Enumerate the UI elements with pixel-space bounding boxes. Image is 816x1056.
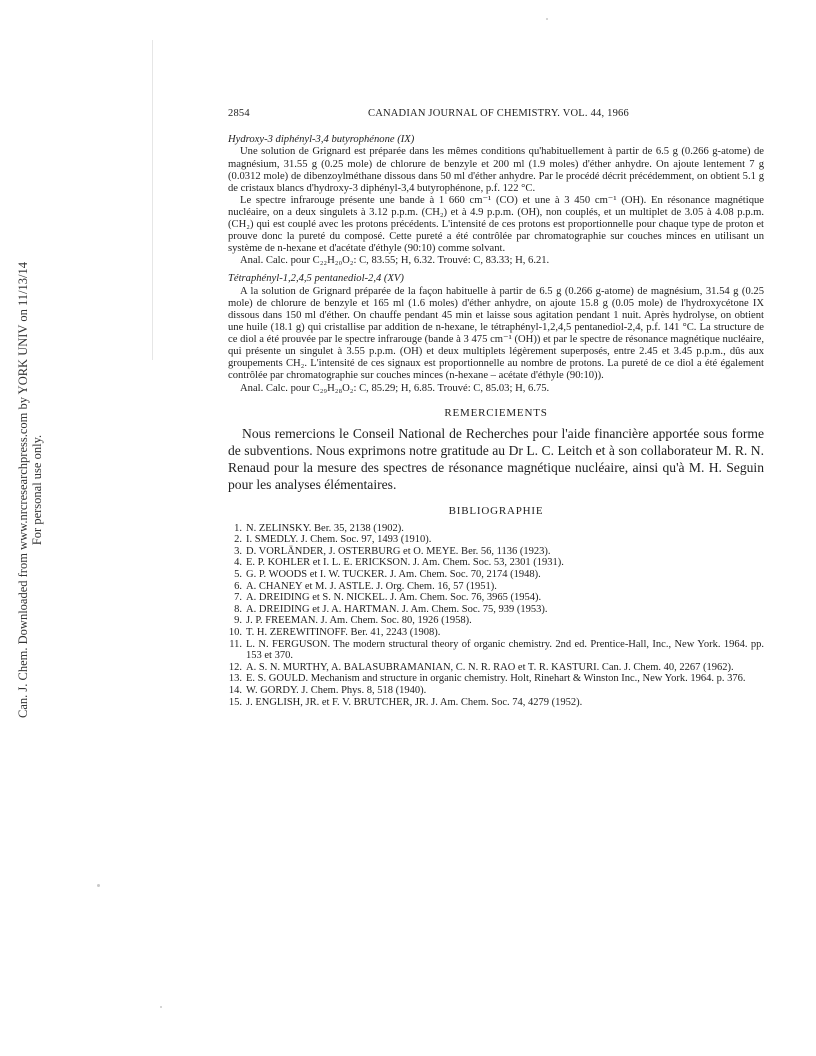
reference-text: A. CHANEY et M. J. ASTLE. J. Org. Chem. 16, 57 (1951). [246,580,497,592]
reference-item [228,685,764,697]
reference-text: A. S. N. MURTHY, A. BALASUBRAMANIAN, C. N. R. RAO et T. R. KASTURI. Can. J. Chem. 40, 2267 (1962). [246,661,734,673]
reference-list [228,523,764,709]
reference-number: 15. [228,696,242,708]
download-notice-line2: For personal use only. [30,434,44,546]
reference-item [228,662,764,674]
paragraph: A la solution de Grignard préparée de la façon habituelle à partir de 6.5 g (0.266 g-atome) de magnésium, 31.54 g (0.25 mole) de chlorure de benzyle et 165 ml (1.6 moles) d'éther anhydre, on ajoute 15.8 g (0.05 mole) de l'hydroxycétone IX dissous dans 150 ml d'éther. On chauffe pendant 45 min et laisse sous agitation pendant 1 nuit. Après hydrolyse, on obtient une huile (18.1 g) qui cristallise par addition de n-hexane, le tétraphényl-1,2,4,5 pentanediol-2,4, p.f. 141 °C. La structure de ce diol a été prouvée par le spectre infrarouge (bande à 3 475 cm⁻¹ (OH)) et par le spectre de résonance magnétique nucléaire, qui présente un singulet à 3.55 p.p.m. (OH) et deux multiplets légèrement superposés, entre 2.45 et 3.45 p.p.m., dûs aux groupements CH₂. L'intensité de ces signaux est proportionnelle au nombre de protons. La pureté de ce diol a été également contrôlée par chromatographie sur couches minces (n-hexane – acétate d'éthyle (90:10)). [228,285,764,382]
reference-number: 6. [234,580,242,592]
reference-number: 12. [228,661,242,673]
reference-number: 8. [234,603,242,615]
reference-text: N. ZELINSKY. Ber. 35, 2138 (1902). [246,522,404,534]
journal-title: CANADIAN JOURNAL OF CHEMISTRY. VOL. 44, 1966 [368,108,629,119]
reference-number: 11. [229,638,242,650]
reference-number: 7. [234,592,242,604]
analysis-line: Anal. Calc. pour C₂₉H₂₈O₂: C, 85.29; H, 6.85. Trouvé: C, 85.03; H, 6.75. [240,382,550,394]
reference-text: L. N. FERGUSON. The modern structural theory of organic chemistry. 2nd ed. Prentice-Hall, Inc., New York. 1964. pp. 153 et 370. [246,638,764,662]
bibliography-heading: BIBLIOGRAPHIE [448,504,544,517]
reference-number: 5. [234,568,242,580]
paragraph: Une solution de Grignard est préparée dans les mêmes conditions qu'habituellement à partir de 6.5 g (0.266 g-atome) de magnésium, 31.55 g (0.25 mole) de chlorure de benzyle et 200 ml (1.9 moles) d'éther anhydre. On ajoute lentement 7 g (0.0312 mole) de dibenzoylméthane dissous dans 50 ml d'éther anhydre. Par le procédé décrit précédemment, on obtient 5.1 g de cristaux blancs d'hydroxy-3 diphényl-3,4 butyrophénone, p.f. 122 °C. [228,146,764,194]
scan-margin-rule [152,40,153,360]
running-head [228,108,764,122]
section-title-tetraphenyl: Tétraphényl-1,2,4,5 pentanediol-2,4 (XV) [228,273,404,285]
reference-number: 3. [234,545,242,557]
reference-text: J. P. FREEMAN. J. Am. Chem. Soc. 80, 1926 (1958). [246,615,472,627]
reference-number: 10. [228,626,242,638]
reference-number: 13. [228,673,242,685]
download-notice-sidebar [0,0,60,1056]
reference-item [228,639,764,662]
reference-item [228,546,764,558]
reference-item [228,592,764,604]
scan-speck [97,884,100,887]
reference-number: 9. [234,615,242,627]
reference-item [228,581,764,593]
reference-item [228,615,764,627]
reference-item [228,604,764,616]
reference-item [228,534,764,546]
download-notice [16,262,44,718]
reference-text: A. DREIDING et S. N. NICKEL. J. Am. Chem. Soc. 76, 3965 (1954). [246,592,542,604]
acknowledgements-heading: REMERCIEMENTS [444,406,548,419]
scan-speck [160,1006,162,1008]
reference-text: E. P. KOHLER et I. L. E. ERICKSON. J. Am. Chem. Soc. 53, 2301 (1931). [246,557,564,569]
reference-item [228,569,764,581]
reference-item [228,673,764,685]
reference-text: A. DREIDING et J. A. HARTMAN. J. Am. Chem. Soc. 75, 939 (1953). [246,603,548,615]
article-page [228,108,764,708]
reference-number: 2. [234,534,242,546]
reference-text: D. VORLÄNDER, J. OSTERBURG et O. MEYE. Ber. 56, 1136 (1923). [246,545,551,557]
paragraph: Le spectre infrarouge présente une bande à 1 660 cm⁻¹ (CO) et une à 3 450 cm⁻¹ (OH). En résonance magnétique nucléaire, on a deux singulets à 3.12 p.p.m. (CH₂) et à 4.9 p.p.m. (OH), non couplés, et un multiplet de 3.05 à 4.08 p.p.m. (CH₂) qui est couplé avec les protons précédents. L'intensité de ces protons est proportionnelle pour chaque type de proton et prouve donc la pureté du composé. Cette pureté a été contrôlée par chromatographie sur couches minces en utilisant un système de n-hexane et d'acétate d'éthyle (90:10) comme solvant. [228,194,764,255]
reference-item [228,557,764,569]
reference-item [228,523,764,535]
analysis-line: Anal. Calc. pour C₂₂H₂₀O₂: C, 83.55; H, 6.32. Trouvé: C, 83.33; H, 6.21. [240,255,550,267]
download-notice-line1: Can. J. Chem. Downloaded from www.nrcresearchpress.com by YORK UNIV on 11/13/14 [16,262,30,718]
reference-text: J. ENGLISH, JR. et F. V. BRUTCHER, JR. J. Am. Chem. Soc. 74, 4279 (1952). [246,696,583,708]
section-title-hydroxy: Hydroxy-3 diphényl-3,4 butyrophénone (IX) [228,134,415,145]
reference-item [228,697,764,709]
reference-text: I. SMEDLY. J. Chem. Soc. 97, 1493 (1910). [246,534,432,546]
scan-speck [546,18,548,20]
page-number: 2854 [228,108,250,119]
reference-item [228,627,764,639]
acknowledgements-text: Nous remercions le Conseil National de Recherches pour l'aide financière apportée sous forme de subventions. Nous exprimons notre gratitude au Dr L. C. Leitch et à son collaborateur M. R. N. Renaud pour la mesure des spectres de résonance magnétique nucléaire, ainsi qu'à M. H. Seguin pour les analyses élémentaires. [228,425,764,492]
reference-number: 14. [228,684,242,696]
reference-text: G. P. WOODS et I. W. TUCKER. J. Am. Chem. Soc. 70, 2174 (1948). [246,568,541,580]
reference-text: W. GORDY. J. Chem. Phys. 8, 518 (1940). [246,684,427,696]
reference-text: E. S. GOULD. Mechanism and structure in organic chemistry. Holt, Rinehart & Winston Inc., New York. 1964. p. 376. [246,673,746,685]
reference-number: 4. [234,557,242,569]
reference-text: T. H. ZEREWITINOFF. Ber. 41, 2243 (1908). [246,626,441,638]
reference-number: 1. [234,522,242,534]
